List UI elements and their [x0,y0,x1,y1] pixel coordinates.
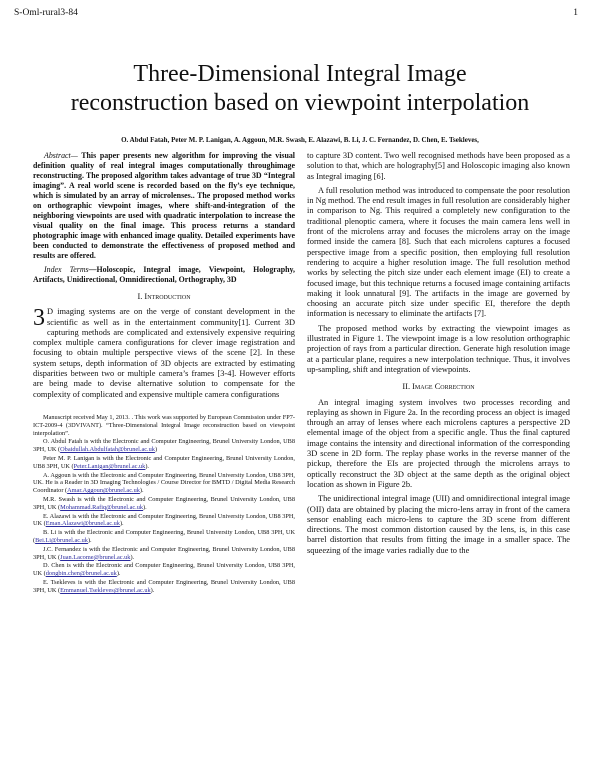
drop-cap: 3 [33,305,45,332]
paragraph-full-resolution: A full resolution method was introduced to compensate the poor resolution in Ng method. The end result images in full resolution are considerably higher in comparison to Ng. This required a completely new configuration to the traditional plenoptic camera, where it focuses the main camera lens well in front of the microlens array and focuses the microlens array on the image formed inside the camera [8]. Such that each microlens captures a focused perspective image from a specific position, then employing full resolution rendering to acquire a higher resolution image. The full resolution method works by selecting the pitch size under each element image (EI) to create a focused image, but this technique returns a focused image containing artifacts making it look unnatural [9]. The artifacts in the image are governed by choosing an accurate pitch size under specific EI, therefore the depth information is necessary to eliminate the artifacts [7]. [307,185,570,319]
footnote-item: A. Aggoun is with the Electronic and Computer Engineering, Brunel University London, UB8 3PH, UK. He is a Reader in 3D Imaging Technologies / Course Director for BMTD / Digital Media Research Coordinator (Amar.Aggoun@brunel.ac.uk). [33,471,295,495]
paragraph-uii-oii: The unidirectional integral image (UII) and omnidirectional integral image (OII) data are obtained by placing the micro-lens array in front of the camera sensor enabling each micro-lens to capture the 3D scene from different directions. The most common distortion caused by the lens, is, in this case barrel distortion that results from fitting the image in a smaller space. The squeezing of the image varies radially due to the [307,494,570,555]
email-link[interactable]: dongbin.chen@brunel.ac.uk [45,570,117,578]
intro-paragraph: 3 D imaging systems are on the verge of constant development in the scientific as well as in the entertainment community[1]. Current 3D capturing methods are complicated and extensively expensive requiring complex multiple camera configurations for clever image registration and focusing to obtain multiple perspective views of the scene [2]. In these system setups, depth information of 3D objects are extracted by estimating disparities between two or multiple camera’s frames [3-4]. However efforts are being made to devise alternative solution to compensate for the complexity of complicated and expensive multiple camera configurations [33,305,295,399]
left-column [33,151,295,596]
email-link[interactable]: Amar.Aggoun@brunel.ac.uk [67,487,140,495]
title-line-1: Three-Dimensional Integral Image [133,61,467,87]
footnote-item: J.C. Fernandez is with the Electronic and Computer Engineering, Brunel University London, UB8 3PH, UK (Juan.Lacome@brunel.ac.uk). [33,545,295,561]
footnotes [33,414,295,595]
email-link[interactable]: Eman.Alazawi@brunel.ac.uk [45,520,120,528]
footnote-received: Manuscript received May 1, 2013. . This work was supported by European Commission under FP7-ICT-2009-4 (3DVIVANT). “Three-Dimensional Integral Image reconstruction based on viewpoint interpolation”. [33,413,295,437]
footnote-item: M.R. Swash is with the Electronic and Computer Engineering, Brunel University London, UB8 3PH, UK (Mohammad.Rafiq@brunel.ac.uk). [33,495,295,511]
abstract-label: Abstract— [44,151,78,160]
index-terms-text: —Holoscopic, Integral image, Viewpoint, Holography, Artifacts, Unidirectional, Omnidirectional, Orthography, 3D [33,265,295,284]
footnote-item: E. Tsekleves is with the Electronic and Computer Engineering, Brunel University London, UB8 3PH, UK (Emmanuel.Tsekleves@brunel.ac.uk). [33,578,295,594]
right-column [307,151,570,560]
index-terms [33,265,295,285]
abstract-text: This paper presents new algorithm for improving the visual definition quality of real integral images computationally throughimage reconstructing. The proposed algorithm takes advantage of true 3D “Integral imaging”. A real world scene is recorded based on the fly’s eye technique, which is simulated by an array of microlenses.. The proposed method works on orthographic viewpoint images, where shift-and-integration of the neighboring viewpoints are used with quadratic interpolation to increase the visual quality on the final image. This process returns a standard photographic image with enhanced image quality. Detailed experiments have been conducted to demonstrate the effectiveness of proposed method and results are offered. [33,151,295,260]
title-line-2: reconstruction based on viewpoint interpolation [70,90,530,116]
footnote-item: D. Chen is with the Electronic and Computer Engineering, Brunel University London, UB8 3PH, UK (dongbin.chen@brunel.ac.uk). [33,562,295,578]
footnote-item: Peter M. P. Lanigan is with the Electronic and Computer Engineering, Brunel University London, UB8 3PH, UK (Peter.Lanigan@brunel.ac.uk). [33,454,295,470]
email-link[interactable]: Emmanuel.Tsekleves@brunel.ac.uk [60,586,151,594]
footnote-affiliations [33,438,295,594]
email-link[interactable]: Juan.Lacome@brunel.ac.uk [60,553,131,561]
abstract [33,151,295,261]
paragraph-proposed-method: The proposed method works by extracting the viewpoint images as illustrated in Figure 1. The viewpoint image is a low resolution orthographic projection of rays from a particular direction. Generate high resolution image at a particular plane, requires a new interpolation technique. Thus, it involves up-sampling, shift and integration of viewpoints. [307,323,570,374]
email-link[interactable]: Bei.Li@brunel.ac.uk [35,536,88,544]
email-link[interactable]: Peter.Lanigan@brunel.ac.uk [73,462,146,470]
running-header: S-Oml-rural3-84 [14,8,78,18]
footnote-item: E. Alazawi is with the Electronic and Computer Engineering, Brunel University London, UB8 3PH, UK (Eman.Alazawi@brunel.ac.uk). [33,512,295,528]
footnote-item: B. Li is with the Electronic and Computer Engineering, Brunel University London, UB8 3PH, UK (Bei.Li@brunel.ac.uk). [33,529,295,544]
author-list: O. Abdul Fatah, Peter M. P. Lanigan, A. Aggoun, M.R. Swash, E. Alazawi, B. Li, J. C. Fernandez, D. Chen, E. Tsekleves, [121,136,479,144]
page-number: 1 [573,8,578,18]
footnote-item: O. Abdul Fatah is with the Electronic and Computer Engineering, Brunel University London, UB8 3PH, UK (Obaidullah.Abdulfatah@brunel.ac.uk) [33,438,295,454]
email-link[interactable]: Obaidullah.Abdulfatah@brunel.ac.uk [60,446,155,454]
section-heading-image-correction: II. Image Correction [402,382,475,392]
paper-title [0,60,600,118]
paragraph-continuation: to capture 3D content. Two well recognised methods have been proposed as a solution to that, which are holography[5] and Holoscopic imaging also known as Integral imaging [6]. [307,151,570,181]
email-link[interactable]: Mohammad.Rafiq@brunel.ac.uk [60,503,144,511]
index-terms-label: Index Terms [44,265,89,274]
paragraph-integral-system: An integral imaging system involves two processes recording and replaying as shown in Figure 2a. In the recording process an object is imaged through an array of lenses where each microlens captures a perspective 2D elemental image of the object from a specific angle. Thus the final captured image contains the intensity and directional information of the corresponding 3D scene in 2D form. The replay phase works in the reverse manner of the pickup, therefore the EIs are projected through the microlens arrays to optically reconstruct the 3D object at the same depth as the original object location as shown in Figure 2b. [307,397,570,489]
section-heading-introduction: I. Introduction [137,292,191,301]
